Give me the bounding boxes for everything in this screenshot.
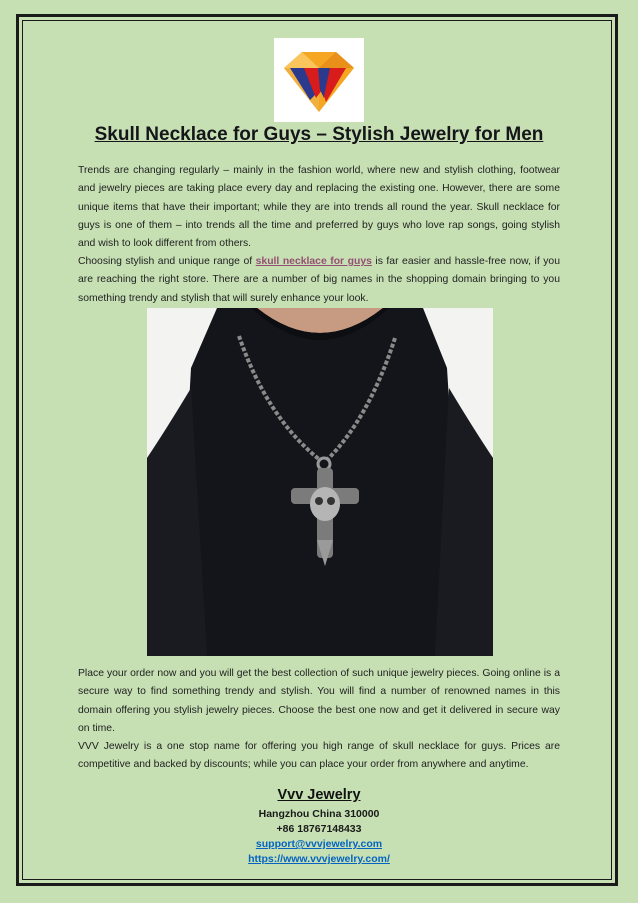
footer-phone: +86 18767148433 <box>276 823 362 835</box>
paragraph-order: Place your order now and you will get the best collection of such unique jewelry pieces. Going online is a secure way to find something trendy and stylish. You will find a number of renowned names in this domain offering you stylish jewelry pieces. Choose the best one now and get it delivered in secure way on time. <box>78 668 560 734</box>
paragraph-choosing-start: Choosing stylish and unique range of <box>78 256 256 267</box>
vvv-logo-icon <box>274 38 364 122</box>
paragraph-choosing <box>78 253 560 308</box>
product-photo <box>147 308 493 656</box>
footer-website-link[interactable]: https://www.vvvjewelry.com/ <box>248 853 390 865</box>
footer-company-name: Vvv Jewelry <box>277 787 361 803</box>
footer-address: Hangzhou China 310000 <box>258 808 380 820</box>
document-title: Skull Necklace for Guys – Stylish Jewelry for Men <box>94 124 544 145</box>
necklace-photo-image <box>147 308 493 656</box>
footer-email-link[interactable]: support@vvvjewelry.com <box>255 838 383 850</box>
skull-necklace-link[interactable]: skull necklace for guys <box>255 256 372 267</box>
brand-logo <box>274 38 364 122</box>
paragraph-vvv: VVV Jewelry is a one stop name for offering you high range of skull necklace for guys. Prices are competitive and backed by discounts; while you can place your order from anywhere and anytime. <box>78 741 560 771</box>
paragraph-intro: Trends are changing regularly – mainly in the fashion world, where new and stylish clothing, footwear and jewelry pieces are taking place every day and replacing the existing one. However, there are some unique items that have their important; while they are into trends all round the year. Skull necklace for guys is one of them – into trends all the time and preferred by guys who love rap songs, going stylish and wish to look different from others. <box>78 165 560 250</box>
paragraph-choosing-end: is far easier and hassle-free now, if you are reaching the right store. There are a number of big names in the shopping domain bringing to you something trendy and stylish that will surely enhance your look. <box>78 256 560 304</box>
